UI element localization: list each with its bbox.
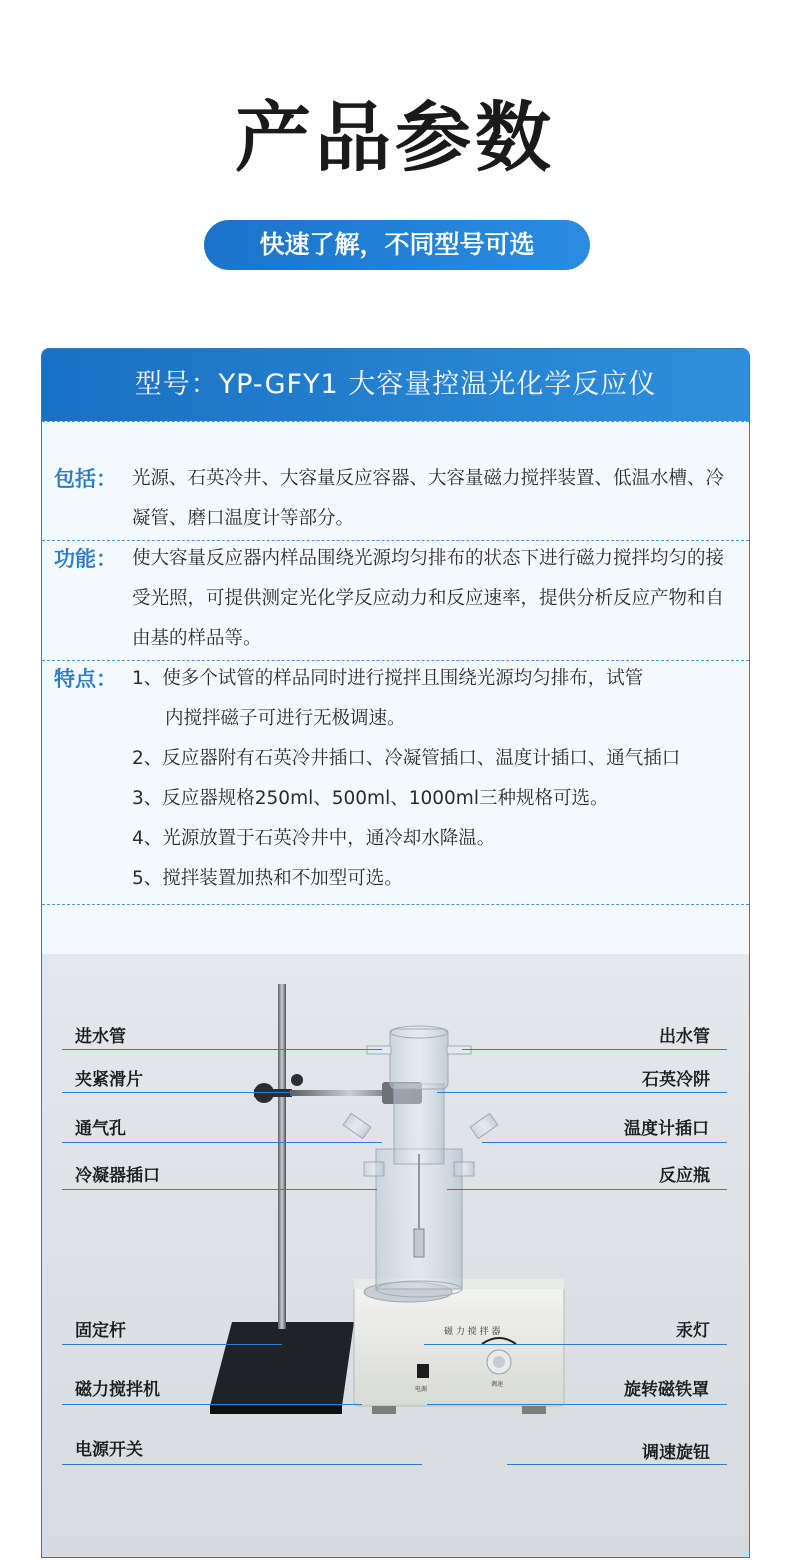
header-divider: [42, 421, 749, 422]
callout-line: [62, 1189, 377, 1190]
feature-item: 3、反应器规格250ml、500ml、1000ml三种规格可选。: [132, 788, 609, 809]
label-gas-vent: 通气孔: [75, 1119, 126, 1139]
label-water-inlet: 进水管: [75, 1027, 126, 1047]
function-text: 使大容量反应器内样品围绕光源均匀排布的状态下进行磁力搅拌均匀的接受光照，可提供测定光化学反应动力和反应速率，提供分析反应产物和自由基的样品等。: [132, 548, 725, 649]
label-magnetic-stirrer: 磁力搅拌机: [75, 1380, 160, 1400]
feature-item: 4、光源放置于石英冷井中，通冷却水降温。: [132, 828, 496, 849]
includes-label: 包括：: [54, 467, 117, 491]
function-label: 功能：: [54, 547, 117, 571]
label-speed-knob: 调速旋钮: [642, 1443, 710, 1463]
page-title: 产品参数: [235, 93, 555, 182]
feature-item: 5、搅拌装置加热和不加型可选。: [132, 868, 403, 889]
callout-line: [427, 1404, 727, 1405]
callout-line: [62, 1142, 382, 1143]
label-condenser-port: 冷凝器插口: [75, 1166, 160, 1186]
callout-line: [462, 1049, 727, 1050]
power-switch: [417, 1364, 429, 1378]
spec-card: [41, 348, 750, 1558]
features-list: [132, 659, 732, 899]
label-power-switch: 电源开关: [75, 1440, 143, 1460]
knob-label: 调速: [491, 1381, 504, 1388]
features-label: 特点：: [54, 667, 117, 691]
product-diagram: [42, 954, 749, 1557]
callout-line: [482, 1142, 727, 1143]
callout-line: [507, 1464, 727, 1465]
label-clamp-slider: 夹紧滑片: [75, 1070, 143, 1090]
label-rotating-magnet-cover: 旋转磁铁罩: [624, 1380, 709, 1400]
label-thermometer-port: 温度计插口: [624, 1119, 709, 1139]
quartz-cold-well: [394, 1084, 444, 1164]
apparatus-illustration: [42, 954, 749, 1557]
callout-line: [62, 1404, 362, 1405]
switch-label: 电源: [415, 1386, 428, 1393]
stirrer-panel-text: 磁 力 搅 拌 器: [444, 1327, 501, 1337]
label-quartz-trap: 石英冷阱: [642, 1070, 710, 1090]
stand-base: [210, 1322, 354, 1406]
features-row: [42, 659, 749, 899]
mercury-lamp: [414, 1229, 424, 1257]
callout-line: [424, 1344, 727, 1345]
callout-line: [437, 1092, 727, 1093]
feature-item: 内搅拌磁子可进行无极调速。: [165, 708, 406, 729]
model-title: 型号：YP-GFY1 大容量控温光化学反应仪: [42, 349, 749, 421]
feature-item: 1、使多个试管的样品同时进行搅拌且围绕光源均匀排布，试管: [132, 668, 644, 689]
callout-line: [62, 1049, 382, 1050]
callout-line: [447, 1189, 727, 1190]
callout-line: [62, 1092, 292, 1093]
fixed-rod: [278, 984, 286, 1329]
callout-line: [62, 1464, 422, 1465]
row-divider: [42, 904, 749, 905]
includes-row: [42, 459, 749, 539]
function-row: [42, 539, 749, 659]
label-fixed-rod: 固定杆: [75, 1321, 126, 1341]
callout-line: [62, 1344, 282, 1345]
subtitle-badge: 快速了解，不同型号可选: [204, 220, 590, 270]
magnetic-stirrer-box: [354, 1286, 564, 1406]
label-mercury-lamp: 汞灯: [676, 1321, 710, 1341]
label-reaction-flask: 反应瓶: [659, 1166, 710, 1186]
includes-text: 光源、石英冷井、大容量反应容器、大容量磁力搅拌装置、低温水槽、冷凝管、磨口温度计等部分。: [132, 468, 725, 529]
feature-item: 2、反应器附有石英冷井插口、冷凝管插口、温度计插口、通气插口: [132, 748, 681, 769]
label-water-outlet: 出水管: [659, 1027, 710, 1047]
